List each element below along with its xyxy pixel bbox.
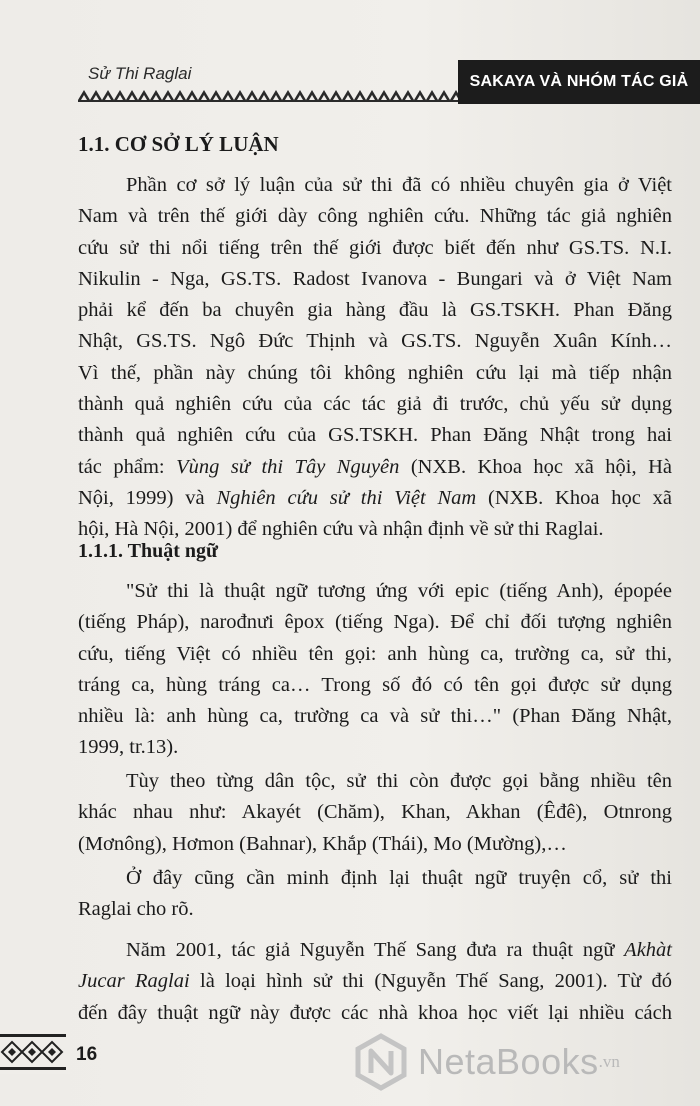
text-line: Nam và trên thế giới dày công nghiên cứu. Những tác giả nghiên xyxy=(78,205,672,228)
text-line: hội, Hà Nội, 2001) để nghiên cứu và nhận định về sử thi Raglai. xyxy=(78,518,604,541)
text-line: tráng ca, hùng tráng ca… Trong số đó có tên gọi được sử dụng xyxy=(78,673,672,696)
text-line: Tùy theo từng dân tộc, sử thi còn được gọi bằng nhiều tên xyxy=(126,770,672,792)
text-line: phải kể đến ba chuyên gia hàng đầu là GS.TSKH. Phan Đăng xyxy=(78,299,672,322)
text-line: Năm 2001, tác giả Nguyễn Thế Sang đưa ra thuật ngữ Akhàt xyxy=(126,939,672,961)
text-line: Nhật, GS.TS. Ngô Đức Thịnh và GS.TS. Nguyễn Xuân Kính… xyxy=(78,330,672,353)
text-line: "Sử thi là thuật ngữ tương ứng với epic (tiếng Anh), épopée xyxy=(126,580,672,602)
book-title-italic: Nghiên cứu sử thi Việt Nam xyxy=(216,486,477,509)
text-line: Vì thế, phần này chúng tôi không nghiên cứu lại mà tiếp nhận xyxy=(78,361,672,384)
text-line: thành quả nghiên cứu của GS.TSKH. Phan Đăng Nhật trong hai xyxy=(78,424,672,447)
text-line: Nikulin - Nga, GS.TS. Radost Ivanova - Bungari và ở Việt Nam xyxy=(78,267,672,290)
text-line: đến đây thuật ngữ này được các nhà khoa học viết lại nhiều cách xyxy=(78,1001,672,1024)
text-line: Phần cơ sở lý luận của sử thi đã có nhiều chuyên gia ở Việt xyxy=(126,174,672,196)
section-heading: 1.1. CƠ SỞ LÝ LUẬN xyxy=(78,132,279,156)
text-line: (Mơnông), Hơmon (Bahnar), Khắp (Thái), Mo (Mường),… xyxy=(78,832,567,855)
text-line: cứu, tiếng Việt có nhiều tên gọi: anh hùng ca, trường ca, sử thi, xyxy=(78,642,672,665)
paragraph-intro xyxy=(78,170,672,546)
text-line: Jucar Raglai là loại hình sử thi (Nguyễn Thế Sang, 2001). Từ đó xyxy=(78,970,673,993)
text-line: Raglai cho rõ. xyxy=(78,898,194,921)
watermark xyxy=(352,1030,692,1094)
book-title-italic: Vùng sử thi Tây Nguyên xyxy=(176,455,400,478)
paragraph-quote xyxy=(78,576,672,764)
page-number: 16 xyxy=(76,1044,98,1065)
text-line: nhiều là: anh hùng ca, trường ca và sử thi…" (Phan Đăng Nhật, xyxy=(78,705,672,728)
text-line: (tiếng Pháp), narođnưi êpox (tiếng Nga). Để chỉ đối tượng nghiên xyxy=(78,611,672,634)
term-italic: Akhàt xyxy=(624,939,672,961)
netabooks-logo-icon xyxy=(352,1033,410,1091)
watermark-text: NetaBooks xyxy=(418,1041,599,1082)
text-line: cứu sử thi nổi tiếng trên thế giới được biết đến như GS.TS. N.I. xyxy=(78,236,672,259)
text-line: Ở đây cũng cần minh định lại thuật ngữ truyện cổ, sử thi xyxy=(126,867,672,889)
paragraph-2001 xyxy=(78,935,672,1029)
header-rule xyxy=(78,100,458,102)
text-line: thành quả nghiên cứu của các tác giả đi trước, chủ yếu sử dụng xyxy=(78,393,672,416)
footer-ornament-pattern xyxy=(0,1030,70,1074)
paragraph-define xyxy=(78,863,672,926)
paragraph-names xyxy=(78,766,672,860)
text-line: 1999, tr.13). xyxy=(78,736,179,759)
text-line: Nội, 1999) và Nghiên cứu sử thi Việt Nam (NXB. Khoa học xã xyxy=(78,486,672,509)
watermark-suffix: .vn xyxy=(598,1052,620,1071)
term-italic: Jucar Raglai xyxy=(78,970,190,993)
subsection-heading: 1.1.1. Thuật ngữ xyxy=(78,540,219,562)
text-line: khác nhau như: Akayét (Chăm), Khan, Akhan (Êđê), Otnrong xyxy=(78,801,672,824)
text-line: tác phẩm: Vùng sử thi Tây Nguyên (NXB. Khoa học xã hội, Hà xyxy=(78,455,672,478)
running-title-left: Sử Thi Raglai xyxy=(88,64,192,83)
running-title-right: SAKAYA VÀ NHÓM TÁC GIẢ xyxy=(458,60,700,104)
